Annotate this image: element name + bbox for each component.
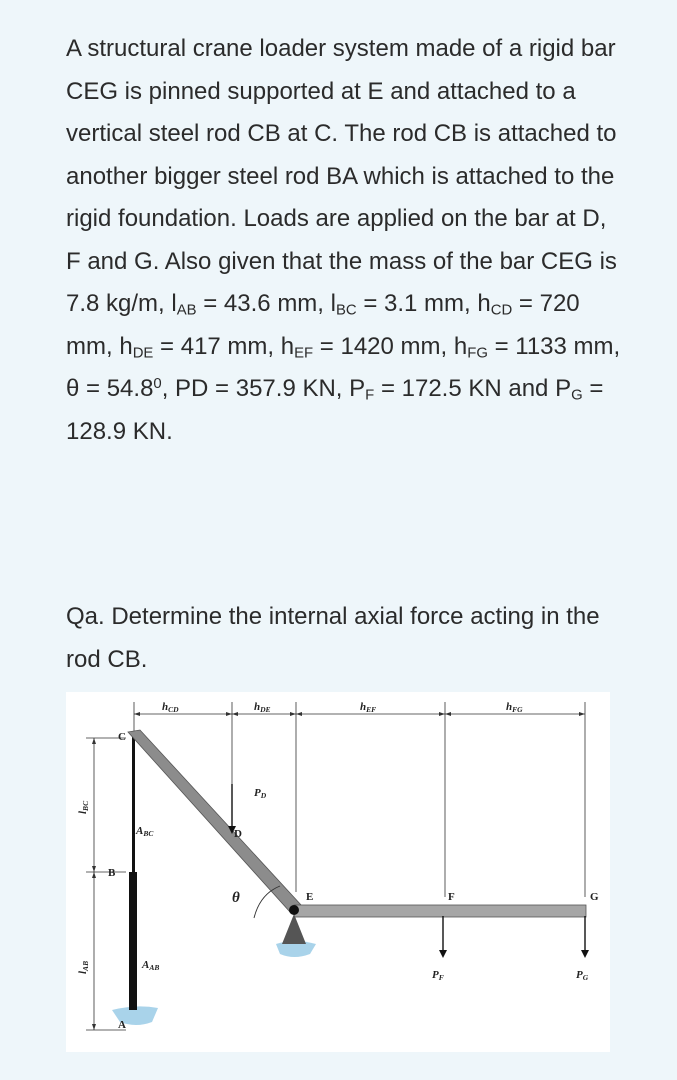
point-d: D xyxy=(234,828,242,840)
h-fg: $h_{FG} = 1133$ mm, xyxy=(453,332,621,362)
p-f: $P_F = 172.5$ KN and xyxy=(349,375,549,404)
area-ab-label: AAB xyxy=(142,959,160,972)
dim-hef-label: hEF xyxy=(360,701,377,714)
bar-ce-inclined xyxy=(128,730,302,912)
theta: $\theta = 54.8^0$, xyxy=(66,375,169,402)
pin-e xyxy=(289,905,299,915)
problem-statement xyxy=(66,28,626,453)
point-e: E xyxy=(306,891,314,903)
pin-support-e xyxy=(282,914,306,944)
area-bc-label: ABC xyxy=(136,825,154,838)
dim-hcd-label: hCD xyxy=(162,701,179,714)
load-pf-label: PF xyxy=(432,969,444,982)
load-pg-label: PG xyxy=(576,969,589,982)
dim-hde-label: hDE xyxy=(254,701,271,714)
point-g: G xyxy=(590,891,599,903)
crane-diagram xyxy=(66,692,610,1052)
problem-intro: A structural crane loader system made of a rigid bar CEG is pinned supported at E and attached to a vertical steel rod CB at C. The rod CB is attached to another bigger steel rod BA which is attached to the rigid foundation. Loads are applied on the bar at D, F and G. Also given that the mass of the bar CEG is 7.8 kg/m, xyxy=(66,35,617,317)
dim-lbc-label: lBC xyxy=(77,800,90,814)
l-ab: $l_{AB} = 43.6$ mm, xyxy=(171,290,324,319)
point-a: A xyxy=(118,1019,126,1031)
dim-lab-label: lAB xyxy=(77,960,90,974)
crane-figure xyxy=(66,692,610,1052)
h-de: $h_{DE} = 417$ mm, xyxy=(119,332,275,362)
point-b: B xyxy=(108,867,116,879)
bar-eg-horizontal xyxy=(294,905,586,917)
angle-label: θ xyxy=(232,890,240,906)
load-pd-label: PD xyxy=(254,787,267,800)
left-dimension-lines xyxy=(86,738,126,1030)
h-ef: $h_{EF} = 1420$ mm, xyxy=(280,332,448,362)
arrow-pf xyxy=(439,950,447,958)
h-cd: $h_{CD} = 720$ mm, xyxy=(66,290,580,360)
arrow-pg xyxy=(581,950,589,958)
rod-cb xyxy=(132,736,135,874)
dim-hfg-label: hFG xyxy=(506,701,523,714)
rod-ba xyxy=(129,872,137,1010)
p-d: PD = 357.9 KN, xyxy=(175,375,343,402)
question-text: Qa. Determine the internal axial force acting in the rod CB. xyxy=(66,603,600,673)
p-g: $P_G = 128.9$ KN. xyxy=(66,375,604,445)
point-f: F xyxy=(448,891,455,903)
l-bc: $l_{BC} = 3.1$ mm, xyxy=(330,290,471,319)
load-arrows xyxy=(232,784,585,954)
point-c: C xyxy=(118,731,126,743)
